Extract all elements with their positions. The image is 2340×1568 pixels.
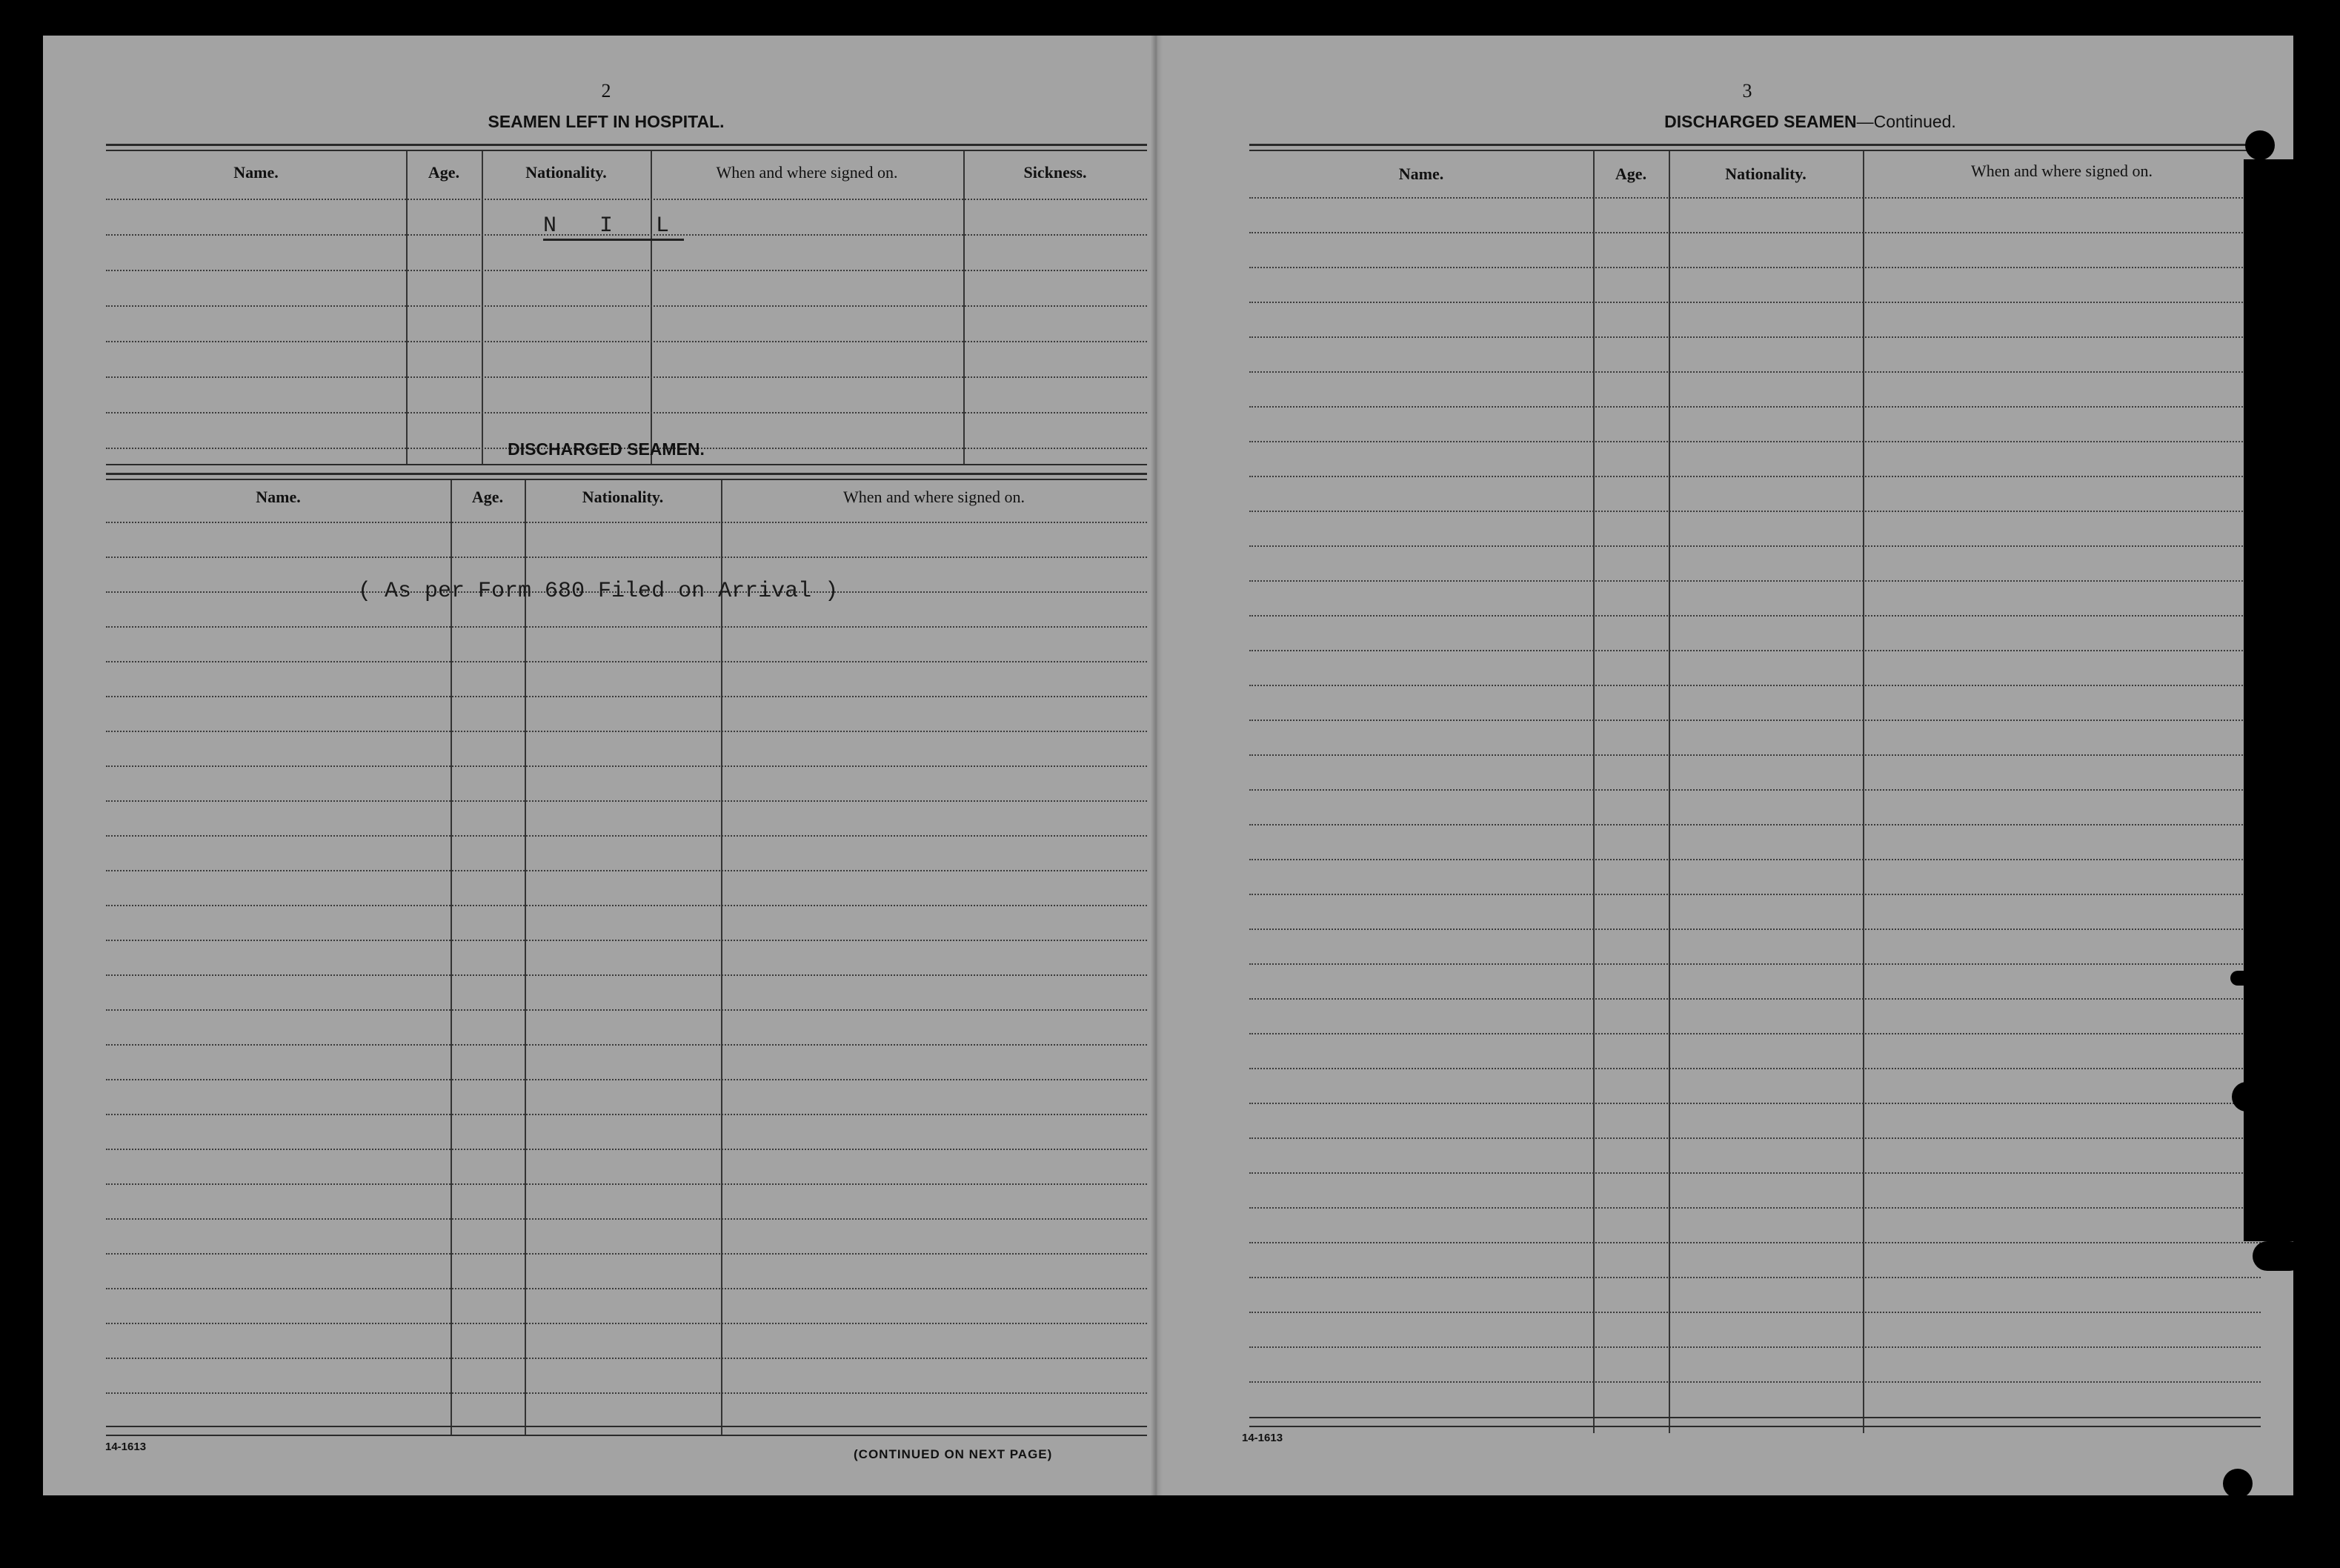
- table-row-line: [1249, 580, 2261, 582]
- title-rule: [1249, 150, 2261, 151]
- table-row-line: [1249, 1312, 2261, 1313]
- page-number: 2: [601, 80, 611, 102]
- title-rule: [106, 150, 1147, 151]
- page-gutter: [1151, 36, 1163, 1495]
- table-row-line: [1249, 1137, 2261, 1139]
- table-row-line: [1249, 963, 2261, 965]
- column-header-nationality: Nationality.: [1725, 165, 1806, 183]
- table-row-line: [106, 1183, 1147, 1185]
- table-row-line: [1249, 650, 2261, 651]
- table-bottom-rule: [106, 464, 1147, 465]
- table-row-line: [1249, 406, 2261, 408]
- table-row-line: [1249, 685, 2261, 686]
- table-row-line: [1249, 928, 2261, 930]
- table-row-line: [106, 1288, 1147, 1289]
- table-row-line: [1249, 1242, 2261, 1243]
- column-divider: [1593, 151, 1595, 1433]
- page-number: 3: [1742, 80, 1752, 102]
- column-divider: [1669, 151, 1670, 1433]
- title-rule: [106, 144, 1147, 146]
- table-bottom-rule: [1249, 1417, 2261, 1418]
- table-row-line: [106, 835, 1147, 837]
- hospital-section-title: SEAMEN LEFT IN HOSPITAL.: [488, 112, 725, 131]
- table-row-line: [106, 696, 1147, 697]
- column-header-signed-on: When and where signed on.: [843, 488, 1025, 506]
- table-row-line: [1249, 1103, 2261, 1104]
- table-row-line: [106, 731, 1147, 732]
- table-row-line: [1249, 267, 2261, 268]
- column-header-sickness: Sickness.: [1023, 163, 1087, 182]
- punch-hole: [2223, 1469, 2253, 1498]
- column-header-nationality: Nationality.: [525, 163, 607, 182]
- table-row-line: [1249, 824, 2261, 825]
- table-row-line: [1249, 545, 2261, 547]
- table-row-line: [1249, 1346, 2261, 1348]
- form-number: 14-1613: [105, 1441, 147, 1453]
- continued-note: (CONTINUED ON NEXT PAGE): [854, 1447, 1053, 1461]
- column-header-name: Name.: [1398, 165, 1444, 183]
- punch-hole: [2245, 130, 2275, 160]
- table-row-line: [106, 341, 1147, 342]
- table-row-line: [106, 1392, 1147, 1394]
- column-header-name: Name.: [256, 488, 301, 506]
- table-row-line: [106, 974, 1147, 976]
- torn-edge: [2253, 1241, 2304, 1271]
- table-row-line: [106, 1323, 1147, 1324]
- table-bottom-rule: [106, 1426, 1147, 1427]
- title-rule: [1249, 144, 2261, 146]
- table-row-line: [106, 1114, 1147, 1115]
- torn-edge: [2244, 159, 2303, 1241]
- table-row-line: [1249, 720, 2261, 721]
- table-row-line: [106, 305, 1147, 307]
- form-number: 14-1613: [1242, 1432, 1283, 1444]
- table-row-line: [1249, 1277, 2261, 1278]
- table-row-line: [106, 1079, 1147, 1080]
- section-title: DISCHARGED SEAMEN: [1664, 112, 1857, 131]
- table-row-line: [106, 412, 1147, 413]
- table-row-line: [1249, 197, 2261, 199]
- table-row-line: [106, 1218, 1147, 1220]
- table-row-line: [1249, 441, 2261, 442]
- continued-suffix: —Continued.: [1856, 112, 1956, 131]
- table-row-line: [106, 522, 1147, 523]
- table-row-line: [1249, 789, 2261, 791]
- discharged-continued-title: [1581, 112, 2040, 132]
- column-header-name: Name.: [233, 163, 279, 182]
- table-row-line: [1249, 1381, 2261, 1383]
- table-row-line: [106, 557, 1147, 558]
- discharged-section-title: DISCHARGED SEAMEN.: [508, 439, 705, 459]
- column-header-signed-on: When and where signed on.: [1971, 162, 2153, 180]
- table-row-line: [1249, 511, 2261, 512]
- table-row-line: [106, 661, 1147, 662]
- column-header-signed-on: When and where signed on.: [716, 163, 898, 182]
- table-row-line: [106, 1358, 1147, 1359]
- table-row-line: [106, 270, 1147, 271]
- table-row-line: [106, 800, 1147, 802]
- typed-nil-entry: N I L: [543, 213, 684, 241]
- table-row-line: [1249, 371, 2261, 373]
- table-bottom-rule: [106, 1435, 1147, 1436]
- table-row-line: [1249, 1172, 2261, 1174]
- table-row-line: [1249, 894, 2261, 895]
- table-row-line: [106, 626, 1147, 628]
- table-row-line: [1249, 615, 2261, 617]
- table-row-line: [1249, 998, 2261, 1000]
- column-header-age: Age.: [428, 163, 460, 182]
- table-row-line: [106, 199, 1147, 200]
- table-row-line: [1249, 1207, 2261, 1209]
- table-row-line: [106, 1149, 1147, 1150]
- table-row-line: [106, 940, 1147, 941]
- title-rule: [106, 479, 1147, 480]
- table-row-line: [106, 1009, 1147, 1011]
- typed-form-reference: ( As per Form 680 Filed on Arrival ): [358, 579, 839, 604]
- table-row-line: [1249, 232, 2261, 233]
- left-page: [43, 36, 1166, 1495]
- column-header-age: Age.: [471, 488, 504, 506]
- table-row-line: [106, 376, 1147, 378]
- column-header-age: Age.: [1615, 165, 1647, 183]
- table-row-line: [1249, 1068, 2261, 1069]
- column-divider: [1863, 151, 1864, 1433]
- table-row-line: [106, 1044, 1147, 1046]
- table-row-line: [106, 1253, 1147, 1255]
- table-bottom-rule: [1249, 1426, 2261, 1427]
- column-divider: [525, 480, 526, 1436]
- table-row-line: [106, 870, 1147, 871]
- column-divider: [721, 480, 722, 1436]
- column-divider: [451, 480, 452, 1436]
- table-row-line: [106, 765, 1147, 767]
- table-row-line: [1249, 476, 2261, 477]
- right-page: [1166, 36, 2293, 1495]
- table-row-line: [1249, 336, 2261, 338]
- table-row-line: [1249, 1033, 2261, 1034]
- table-row-line: [1249, 859, 2261, 860]
- column-header-nationality: Nationality.: [582, 488, 664, 506]
- table-row-line: [1249, 754, 2261, 756]
- table-row-line: [106, 905, 1147, 906]
- title-rule: [106, 473, 1147, 475]
- table-row-line: [1249, 302, 2261, 303]
